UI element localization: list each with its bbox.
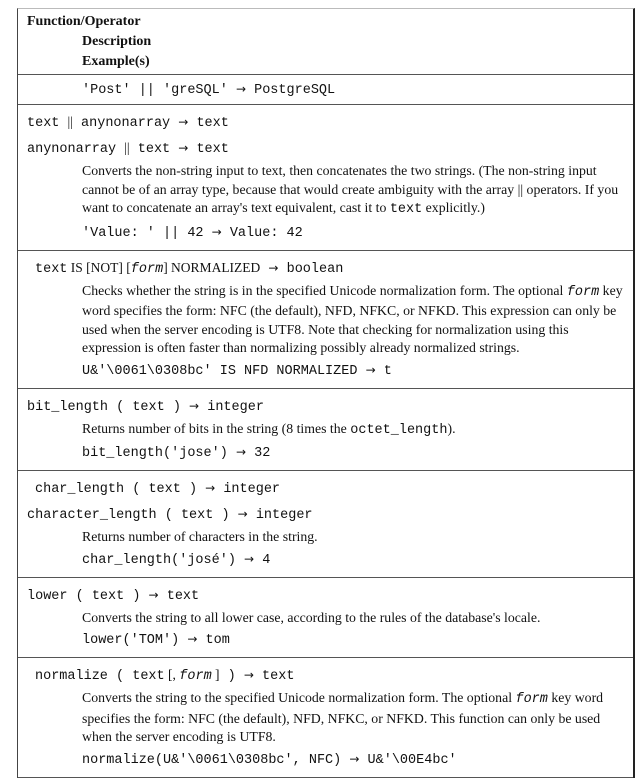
function-name: bit_length [27, 399, 109, 415]
text: key word specifies the form: NFC (the default), NFD, NFKC, or NFKD. This function can only be used when the server encoding is UTF8. [82, 690, 604, 744]
function-name: character_length [27, 508, 157, 523]
example-result: U&'\00E4bc' [367, 752, 457, 768]
example-result: 4 [262, 552, 271, 568]
operator: || [124, 140, 130, 155]
signature: bit_length ( text ) → integer [27, 398, 264, 415]
arrow-icon: → [235, 82, 246, 96]
code: form [515, 692, 548, 707]
arrow-icon: → [189, 398, 200, 413]
operand: text [35, 261, 68, 277]
example [18, 77, 633, 103]
arrow-icon: → [211, 224, 222, 239]
example-expression: normalize(U&'\0061\0308bc', NFC) [82, 752, 342, 768]
arrow-icon: → [205, 481, 216, 495]
return-type: text [196, 116, 229, 131]
example-result: tom [205, 633, 230, 648]
operand: text [137, 142, 171, 157]
return-type: integer [255, 508, 313, 523]
keyword: IS [NOT] [ [67, 259, 131, 275]
text: Returns number of bits in the string (8 times the [82, 420, 351, 436]
operand: text [27, 116, 60, 131]
operand: anynonarray [27, 142, 117, 157]
header-description: Description [82, 34, 152, 49]
signature: character_length ( text ) → integer [27, 507, 313, 523]
arrow-icon: → [237, 507, 248, 521]
example-result: 32 [254, 446, 271, 461]
description [18, 420, 633, 441]
description [18, 689, 633, 747]
arrow-icon: → [349, 751, 360, 766]
table-row-char-length [18, 471, 633, 578]
arrow-icon: → [178, 115, 189, 129]
code: octet_length [350, 422, 448, 438]
arrow-icon: → [148, 587, 159, 602]
text: key word specifies the form: NFC (the default), NFD, NFKC, or NFKD. This expression can only be used when the server encoding is [82, 282, 623, 337]
return-type: boolean [286, 261, 344, 277]
description [18, 282, 633, 358]
signature [18, 110, 633, 136]
example [18, 547, 633, 573]
header-function-operator: Function/Operator [27, 14, 141, 29]
return-type: text [166, 588, 200, 604]
text: || [517, 181, 524, 197]
example [18, 440, 633, 466]
text: UTF8 [268, 321, 302, 337]
table-row-bit-length [18, 389, 633, 472]
example-expression: bit_length('jose') [82, 446, 228, 461]
text: explicitly.) [422, 200, 485, 215]
arrow-icon: → [365, 362, 376, 377]
text: operators. If you want to concatenate an array's text equivalent, cast it to [82, 181, 619, 215]
args: text [132, 669, 165, 684]
description: Returns number of characters in the string. [82, 529, 318, 544]
example [18, 627, 633, 653]
table-header [18, 9, 633, 75]
header-examples: Example(s) [82, 54, 150, 69]
return-type: text [262, 669, 295, 684]
function-name: char_length [35, 482, 125, 497]
example-expression: U&'\0061\0308bc' IS NFD NORMALIZED [82, 363, 358, 379]
operator: || [67, 114, 73, 129]
args: text [148, 482, 181, 497]
return-type: text [196, 142, 229, 157]
optional-bracket: ] [211, 667, 220, 682]
args: text [91, 588, 125, 604]
example-expression: 'Value: ' || 42 [82, 225, 204, 241]
param: form [179, 669, 212, 684]
example-expression: char_length('josé') [82, 552, 236, 568]
example-expression: lower('TOM') [82, 633, 180, 648]
table-row-concat-nonarray [18, 105, 633, 251]
example [18, 358, 633, 384]
arrow-icon: → [243, 668, 254, 682]
param: form [130, 261, 164, 277]
text: Checks whether the string is in the specified Unicode normalization form. The optional [82, 282, 567, 298]
text: Converts the non-string input to text, then concatenates the two strings. (The non-string input cannot be of an array type, because that would create ambiguity with the array [82, 163, 597, 197]
example [18, 220, 633, 246]
description: Converts the string to all lower case, according to the rules of the database's locale. [82, 609, 541, 625]
table-row-normalize [18, 658, 633, 778]
args: text [132, 399, 165, 415]
function-name: normalize [35, 669, 108, 684]
arrow-icon: → [178, 141, 189, 155]
string-functions-table [17, 8, 635, 778]
optional-bracket: [, [164, 667, 180, 682]
operand: anynonarray [81, 116, 171, 131]
arrow-icon: → [268, 260, 279, 275]
return-type: integer [223, 482, 281, 497]
table-row-lower [18, 578, 633, 659]
example-result: PostgreSQL [254, 83, 336, 98]
function-name: lower [27, 588, 68, 604]
example [18, 747, 633, 773]
description [18, 162, 633, 220]
example-result: Value: 42 [229, 225, 303, 241]
example-expression: 'Post' || 'greSQL' [82, 83, 228, 98]
text: ). [447, 420, 456, 436]
keyword: ] NORMALIZED [163, 259, 261, 275]
signature: char_length ( text ) → integer [35, 481, 281, 497]
code: text [389, 202, 423, 217]
arrow-icon: → [244, 551, 255, 566]
code: form [566, 284, 600, 300]
table-row-concat-text [18, 75, 633, 105]
signature [18, 136, 633, 162]
signature: lower ( text ) → text [27, 587, 200, 604]
text: Converts the string to the specified Unicode normalization form. The optional [82, 690, 516, 705]
return-type: integer [207, 399, 264, 415]
arrow-icon: → [187, 632, 198, 646]
table-row-is-normalized [18, 251, 633, 389]
arrow-icon: → [235, 445, 246, 459]
signature: normalize ( text [, form ] ) → text [35, 667, 295, 684]
example-result: t [383, 363, 392, 379]
signature [18, 256, 633, 282]
text: . Note that checking for normalization using this expression is often faster than normalizing possibly already normalized strings. [82, 321, 569, 355]
args: text [180, 508, 214, 523]
